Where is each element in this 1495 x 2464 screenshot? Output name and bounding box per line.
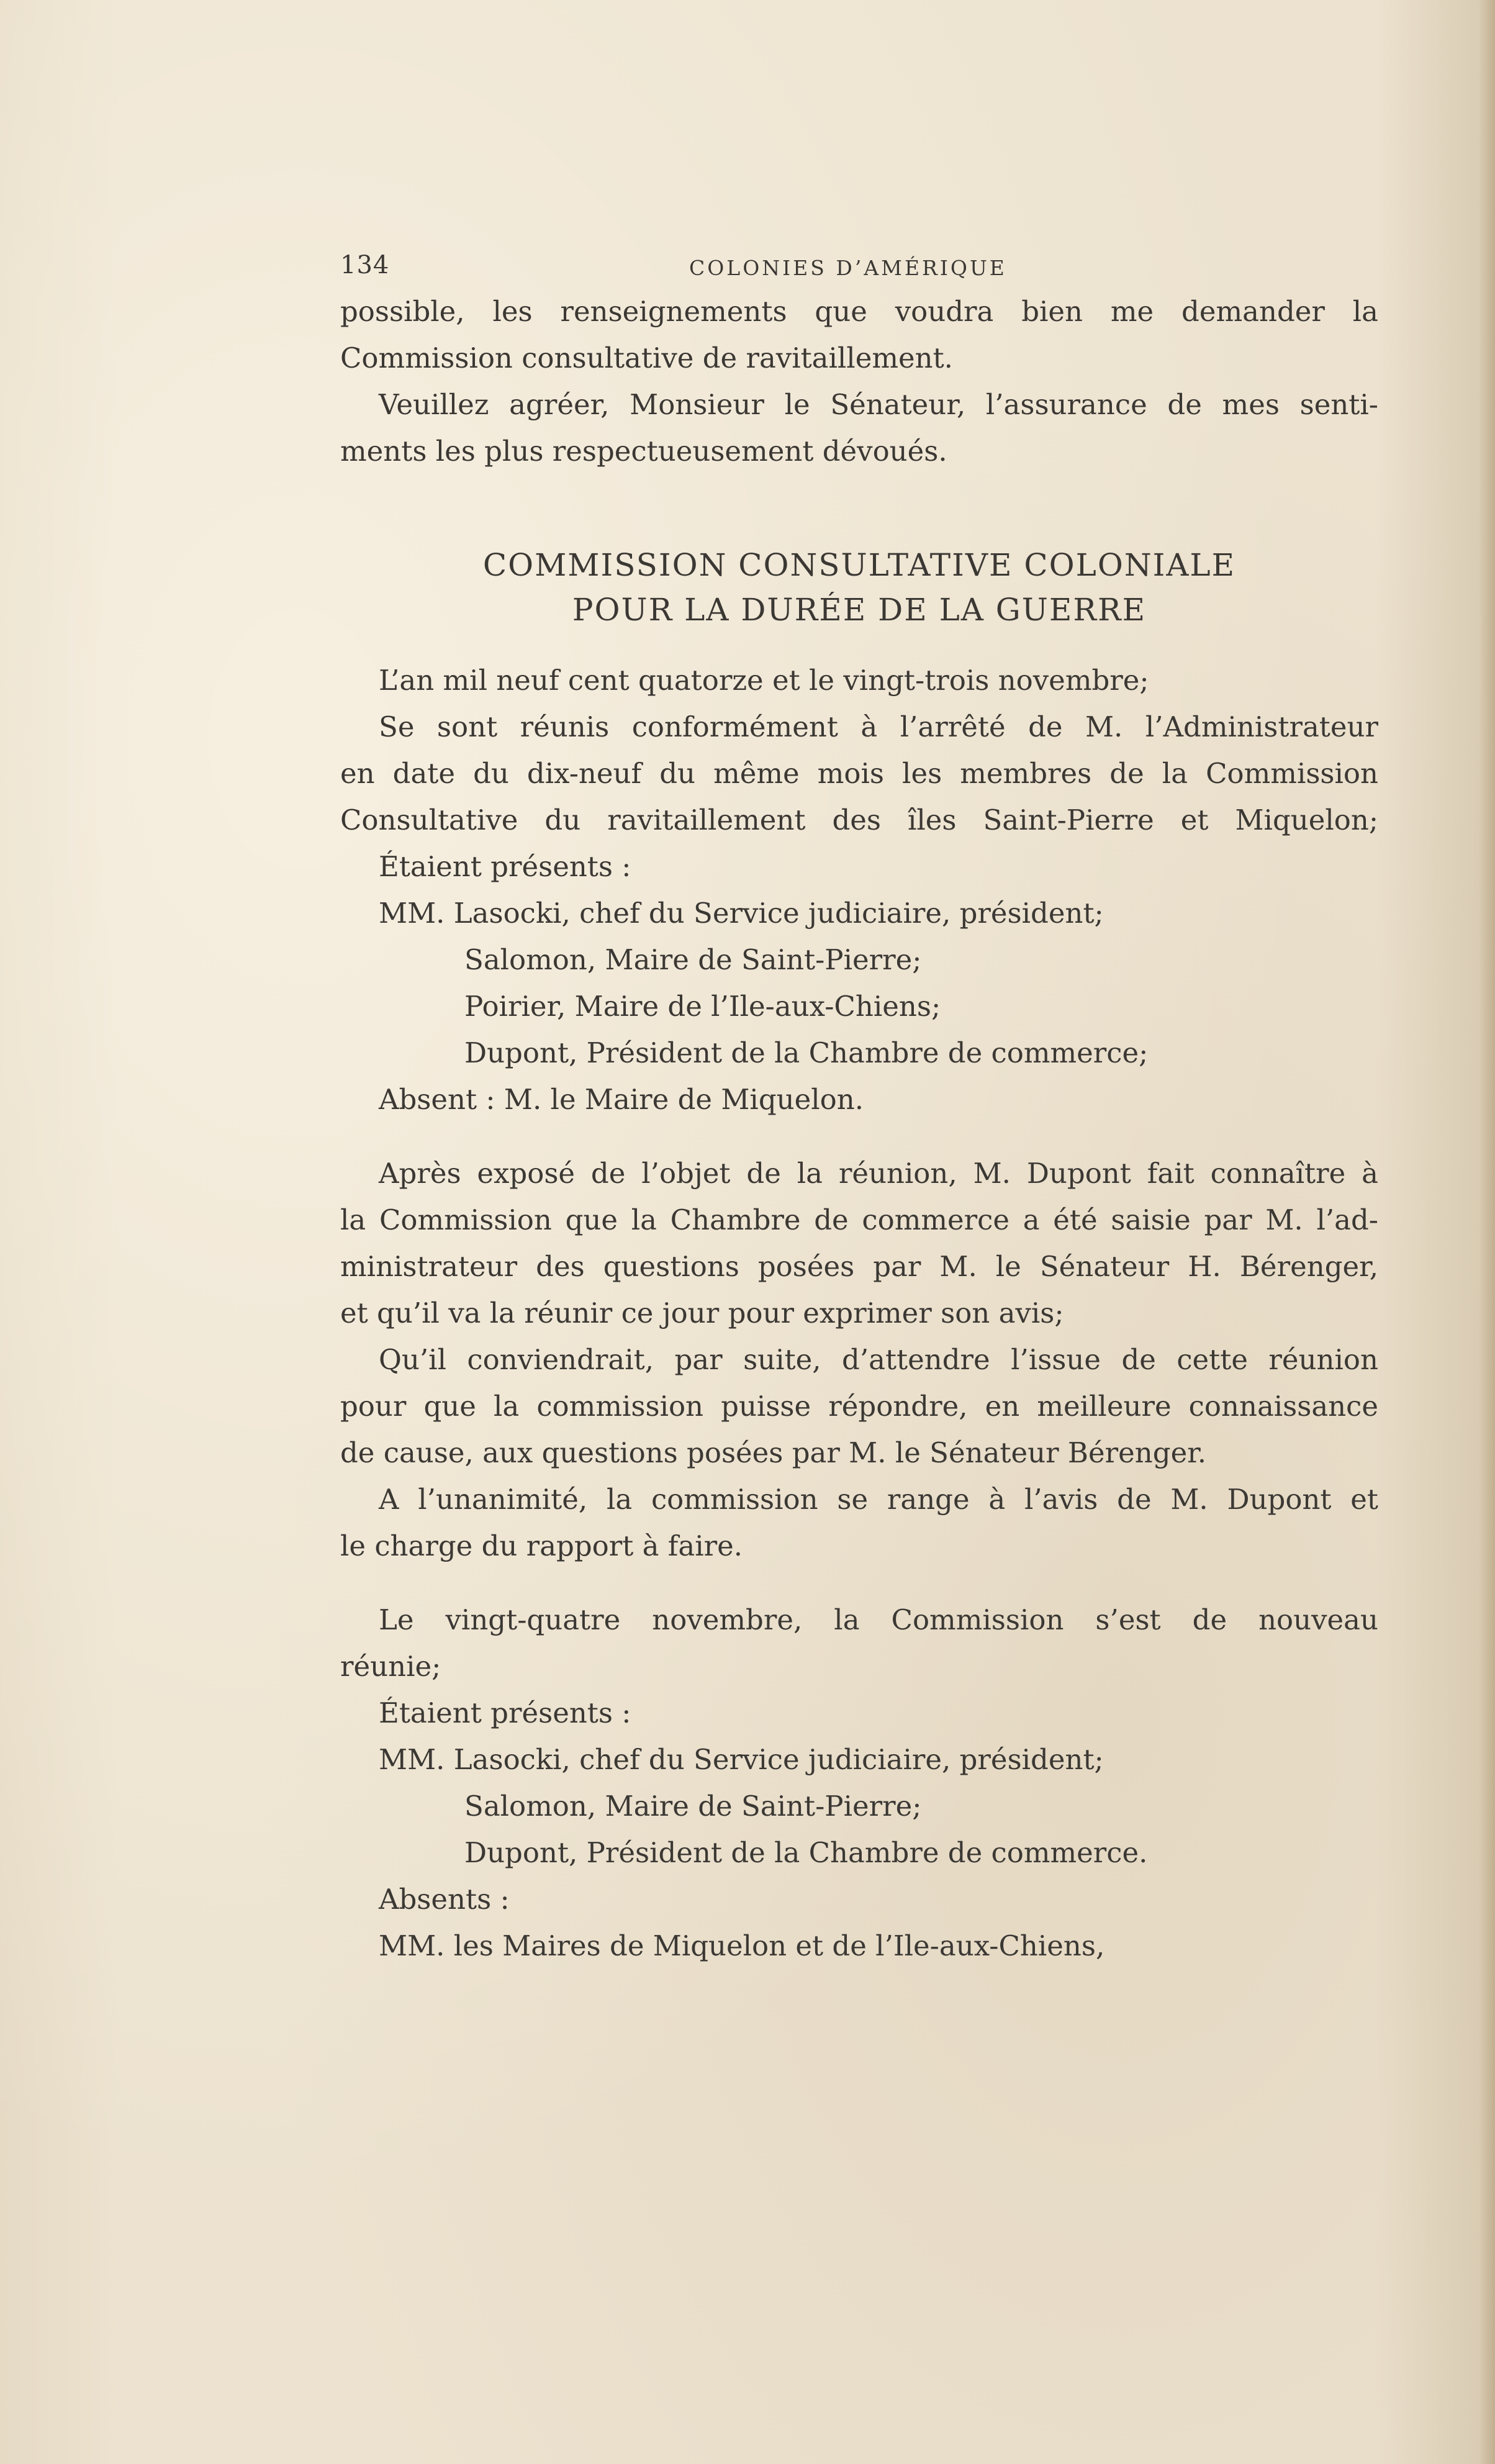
text-line: et qu’il va la réunir ce jour pour exprimer son avis; (340, 1297, 1064, 1329)
present-label: Étaient présents : (379, 850, 631, 883)
text-line: possible, les renseignements que voudra bien me demander la (340, 295, 1378, 328)
letter-closing (340, 288, 1378, 474)
text-line: de cause, aux questions posées par M. le Sénateur Bérenger. (340, 1436, 1207, 1469)
text-line: L’an mil neuf cent quatorze et le vingt-trois novembre; (379, 664, 1149, 697)
text-line: pour que la commission puisse répondre, en meilleure connaissance (340, 1390, 1378, 1423)
member-line: MM. Lasocki, chef du Service judiciaire, président; (379, 897, 1104, 930)
member-line: MM. Lasocki, chef du Service judiciaire, président; (379, 1743, 1104, 1776)
text-line: Veuillez agréer, Monsieur le Sénateur, l’assurance de mes senti- (379, 388, 1378, 421)
heading-line: COMMISSION CONSULTATIVE COLONIALE (482, 547, 1236, 583)
book-page (340, 248, 1378, 1969)
page-edge-shadow (1479, 0, 1495, 2464)
text-line: Se sont réunis conformément à l’arrêté de M. l’Administrateur (379, 710, 1378, 743)
text-line: A l’unanimité, la commission se range à l’avis de M. Dupont et (379, 1483, 1378, 1516)
page-number: 134 (340, 251, 390, 279)
text-line: Consultative du ravitaillement des îles Saint-Pierre et Miquelon; (340, 804, 1378, 836)
running-title: COLONIES D’AMÉRIQUE (689, 256, 1007, 280)
text-line: la Commission que la Chambre de commerce a été saisie par M. l’ad- (340, 1203, 1378, 1236)
text-line: en date du dix-neuf du même mois les membres de la Commission (340, 757, 1378, 790)
heading-line: POUR LA DURÉE DE LA GUERRE (572, 592, 1147, 628)
section-heading (340, 543, 1378, 632)
first-meeting (340, 657, 1378, 1123)
absent-line: Absent : M. le Maire de Miquelon. (379, 1083, 864, 1116)
text-line: le charge du rapport à faire. (340, 1529, 743, 1562)
text-line: ministrateur des questions posées par M. le Sénateur H. Bérenger, (340, 1250, 1378, 1283)
text-line: Commission consultative de ravitaillement. (340, 342, 953, 374)
text-line: réunie; (340, 1650, 441, 1683)
absent-label: Absents : (379, 1883, 510, 1916)
member-line: Dupont, Président de la Chambre de commerce. (464, 1836, 1148, 1869)
member-line: Salomon, Maire de Saint-Pierre; (464, 943, 922, 976)
absent-line: MM. les Maires de Miquelon et de l’Ile-aux-Chiens, (379, 1929, 1105, 1962)
text-line: ments les plus respectueusement dévoués. (340, 435, 947, 468)
second-meeting (340, 1597, 1378, 1969)
member-line: Salomon, Maire de Saint-Pierre; (464, 1790, 922, 1823)
text-line: Après exposé de l’objet de la réunion, M. Dupont fait connaître à (379, 1157, 1378, 1190)
text-line: Le vingt-quatre novembre, la Commission s’est de nouveau (379, 1603, 1378, 1636)
running-header (340, 248, 1378, 288)
member-line: Poirier, Maire de l’Ile-aux-Chiens; (464, 990, 941, 1023)
present-label: Étaient présents : (379, 1696, 631, 1729)
member-line: Dupont, Président de la Chambre de commerce; (464, 1036, 1149, 1069)
proceedings (340, 1150, 1378, 1569)
text-line: Qu’il conviendrait, par suite, d’attendre l’issue de cette réunion (379, 1343, 1378, 1376)
